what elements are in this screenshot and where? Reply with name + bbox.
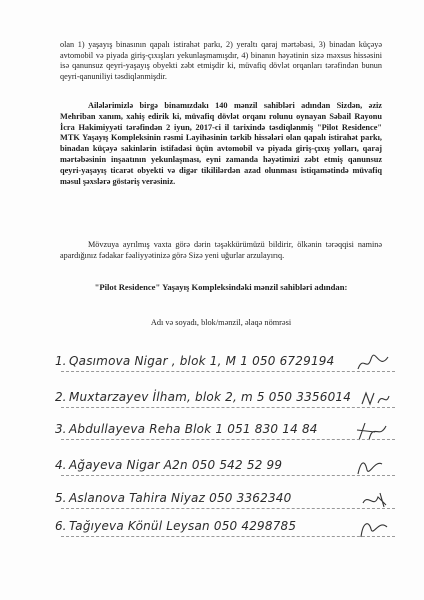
paragraph-intro: olan 1) yaşayış binasının qapalı istirahət parkı, 2) yeraltı qaraj mərtəbəsi, 3) binadan küçəyə avtomobil və piyada giriş-çıxışları yekunlaşmamışdır, 4) binanın həyətinin sizə məxsus hissəsini isə qanunsuz qeyri-yaşayış obyekti zəbt etmişdir ki, müvafiq dövlət orqanları tərəfindən bunun qeyri-qanuniliyi təsdiqlənmişdir. xyxy=(60,40,382,82)
handwritten-entry: Abdullayeva Reha Blok 1 051 830 14 84 xyxy=(69,422,318,436)
row-number: 6. xyxy=(55,519,67,533)
handwritten-entry: Muxtarzayev İlham, blok 2, m 5 050 3356014 xyxy=(69,390,352,404)
row-number: 4. xyxy=(55,458,67,472)
row-number: 5. xyxy=(55,491,67,505)
row-number: 3. xyxy=(55,422,67,436)
signatory-row xyxy=(55,388,395,410)
underline xyxy=(61,475,395,476)
signatories-title: "Pilot Residence" Yaşayış Kompleksindəki mənzil sahibləri adından: xyxy=(94,282,348,292)
handwritten-entry: Ağayeva Nigar A2n 050 542 52 99 xyxy=(69,458,283,472)
underline xyxy=(61,439,395,440)
signatory-row xyxy=(55,352,395,374)
row-number: 1. xyxy=(55,354,67,368)
underline xyxy=(61,407,395,408)
handwritten-entry: Qasımova Nigar , blok 1, M 1 050 6729194 xyxy=(69,354,335,368)
signatory-row xyxy=(55,420,395,442)
handwritten-entry: Tağıyeva Könül Leysan 050 4298785 xyxy=(69,519,297,533)
signatory-row xyxy=(55,456,395,478)
column-header: Adı və soyadı, blok/mənzil, əlaqə nömrəsi xyxy=(150,318,292,327)
paragraph-request: Ailələrimizlə birgə binamızdakı 140 mənzil sahibləri adından Sizdən, əziz Mehriban xanım, xahiş edirik ki, müvafiq dövlət orqanı rolunu oynayan Səbail Rayonu İcra Hakimiyyəti tərəfindən 2 iyun, 2017-ci il tarixində təsdiqlənmiş "Pilot Residence" MTK Yaşayış Kompleksinin rəsmi Layihəsinin tərkib hissələri olan qapalı istirahət parkı, binadan küçəyə sakinlərin istifadəsi üçün avtomobil və piyada giriş-çıxış yolları, qaraj mərtəbəsinin inşaatının yekunlaşması, eyni zamanda həyətimizi zəbt etmiş qanunsuz qeyri-yaşayış ticarət obyekti və digər tikililərdən azad olunması istiqamətində müvafiq məsul şəxslərə göstəriş verəsiniz. xyxy=(60,101,382,186)
signatory-row xyxy=(55,517,395,539)
underline xyxy=(61,371,395,372)
paragraph-closing: Mövzuya ayrılmış vaxta görə dərin təşəkkürümüzü bildirir, ölkənin tərəqqisi naminə apardığınız fədakar fəaliyyətinizə görə Sizə yeni uğurlar arzulayırıq. xyxy=(60,240,382,260)
underline xyxy=(61,536,395,537)
handwritten-entry: Aslanova Tahira Niyaz 050 3362340 xyxy=(69,491,292,505)
underline xyxy=(61,508,395,509)
signatory-row xyxy=(55,489,395,511)
row-number: 2. xyxy=(55,390,67,404)
signature-mark xyxy=(357,517,389,541)
signature-mark xyxy=(355,420,389,444)
